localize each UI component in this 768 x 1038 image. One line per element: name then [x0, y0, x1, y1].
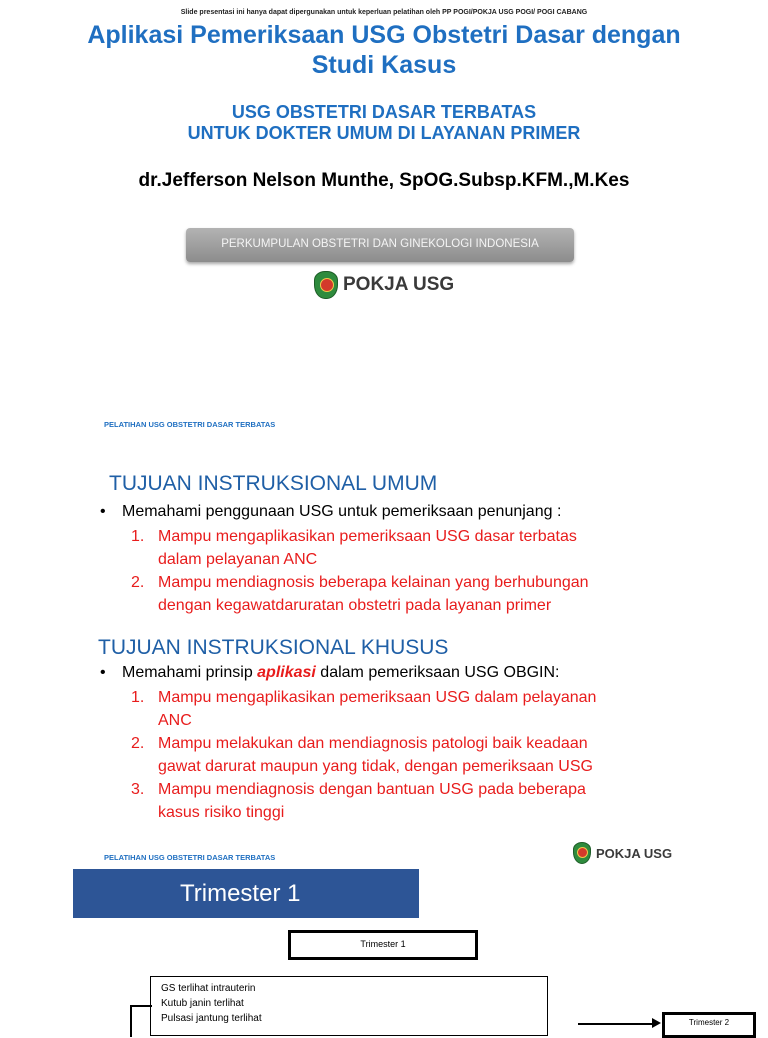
slide-header: PELATIHAN USG OBSTETRI DASAR TERBATAS: [104, 420, 276, 429]
list-item: [131, 778, 651, 824]
specific-objectives-bullet: [100, 664, 560, 682]
disclaimer-text: Slide presentasi ini hanya dapat dipergunakan untuk keperluan pelatihan oleh PP POGI/POKJA USG POGI/ POGI CABANG: [180, 9, 588, 16]
flowchart-node-findings: [150, 976, 548, 1036]
title-line-2: Studi Kasus: [311, 51, 457, 79]
arrow-head-icon: [652, 1018, 661, 1028]
flowchart-node-trimester-2: Trimester 2: [662, 1012, 756, 1038]
logo-label: POKJA USG: [596, 845, 673, 861]
finding-item: GS terlihat intrauterin: [161, 983, 256, 994]
item-number: 1.: [131, 528, 145, 545]
general-objectives-list: [131, 525, 651, 617]
list-item: [131, 686, 651, 732]
item-number: 2.: [131, 735, 145, 752]
item-text-line: Mampu melakukan dan mendiagnosis patologi baik keadaan: [158, 735, 588, 752]
finding-item: Pulsasi jantung terlihat: [161, 1013, 262, 1024]
general-objectives-title: TUJUAN INSTRUKSIONAL UMUM: [109, 472, 438, 495]
pokja-usg-logo: [573, 842, 672, 864]
slide-header: PELATIHAN USG OBSTETRI DASAR TERBATAS: [104, 853, 276, 862]
general-objectives-bullet: [100, 503, 561, 521]
pokja-usg-logo: [314, 271, 454, 299]
bullet-text-part: dalam pemeriksaan USG OBGIN:: [315, 664, 560, 681]
pogi-emblem-icon: [573, 842, 591, 864]
item-text-line: Mampu mendiagnosis beberapa kelainan yang berhubungan: [158, 574, 589, 591]
item-number: 3.: [131, 781, 145, 798]
item-text-line: ANC: [158, 712, 192, 729]
pogi-emblem-icon: [314, 271, 338, 299]
specific-objectives-title: TUJUAN INSTRUKSIONAL KHUSUS: [98, 636, 449, 659]
bullet-text: Memahami penggunaan USG untuk pemeriksaan penunjang :: [122, 503, 562, 520]
logo-label: POKJA USG: [343, 274, 455, 295]
item-text-line: Mampu mendiagnosis dengan bantuan USG pada beberapa: [158, 781, 586, 798]
list-item: [131, 525, 651, 571]
list-item: [131, 732, 651, 778]
presentation-title: [0, 20, 768, 80]
title-line-1: Aplikasi Pemeriksaan USG Obstetri Dasar dengan: [87, 21, 681, 49]
specific-objectives-list: [131, 686, 651, 824]
list-item: [131, 571, 651, 617]
item-number: 2.: [131, 574, 145, 591]
subtitle-line-2: UNTUK DOKTER UMUM DI LAYANAN PRIMER: [187, 123, 581, 143]
bullet-icon: •: [100, 503, 106, 520]
author-name: dr.Jefferson Nelson Munthe, SpOG.Subsp.KFM.,M.Kes: [138, 170, 630, 191]
item-text-line: Mampu mengaplikasikan pemeriksaan USG dasar terbatas: [158, 528, 577, 545]
bullet-text-part: Memahami prinsip: [122, 664, 258, 681]
bullet-icon: •: [100, 664, 106, 681]
item-text-line: dalam pelayanan ANC: [158, 551, 318, 568]
bullet-text: [100, 664, 560, 682]
item-text-line: kasus risiko tinggi: [158, 804, 285, 821]
organization-banner: PERKUMPULAN OBSTETRI DAN GINEKOLOGI INDONESIA: [186, 228, 574, 262]
item-text-line: gawat darurat maupun yang tidak, dengan pemeriksaan USG: [158, 758, 593, 775]
flowchart-node-trimester-1: Trimester 1: [288, 930, 478, 960]
item-number: 1.: [131, 689, 145, 706]
subtitle-line-1: USG OBSTETRI DASAR TERBATAS: [231, 102, 537, 122]
item-text-line: dengan kegawatdaruratan obstetri pada layanan primer: [158, 597, 552, 614]
finding-item: Kutub janin terlihat: [161, 998, 244, 1009]
flowchart-arrow: [578, 1023, 656, 1026]
flowchart-connector: [130, 1005, 152, 1037]
trimester-banner: Trimester 1: [73, 869, 419, 918]
item-text-line: Mampu mengaplikasikan pemeriksaan USG dalam pelayanan: [158, 689, 597, 706]
bullet-emphasis: aplikasi: [257, 664, 316, 681]
presentation-subtitle: [0, 102, 768, 144]
